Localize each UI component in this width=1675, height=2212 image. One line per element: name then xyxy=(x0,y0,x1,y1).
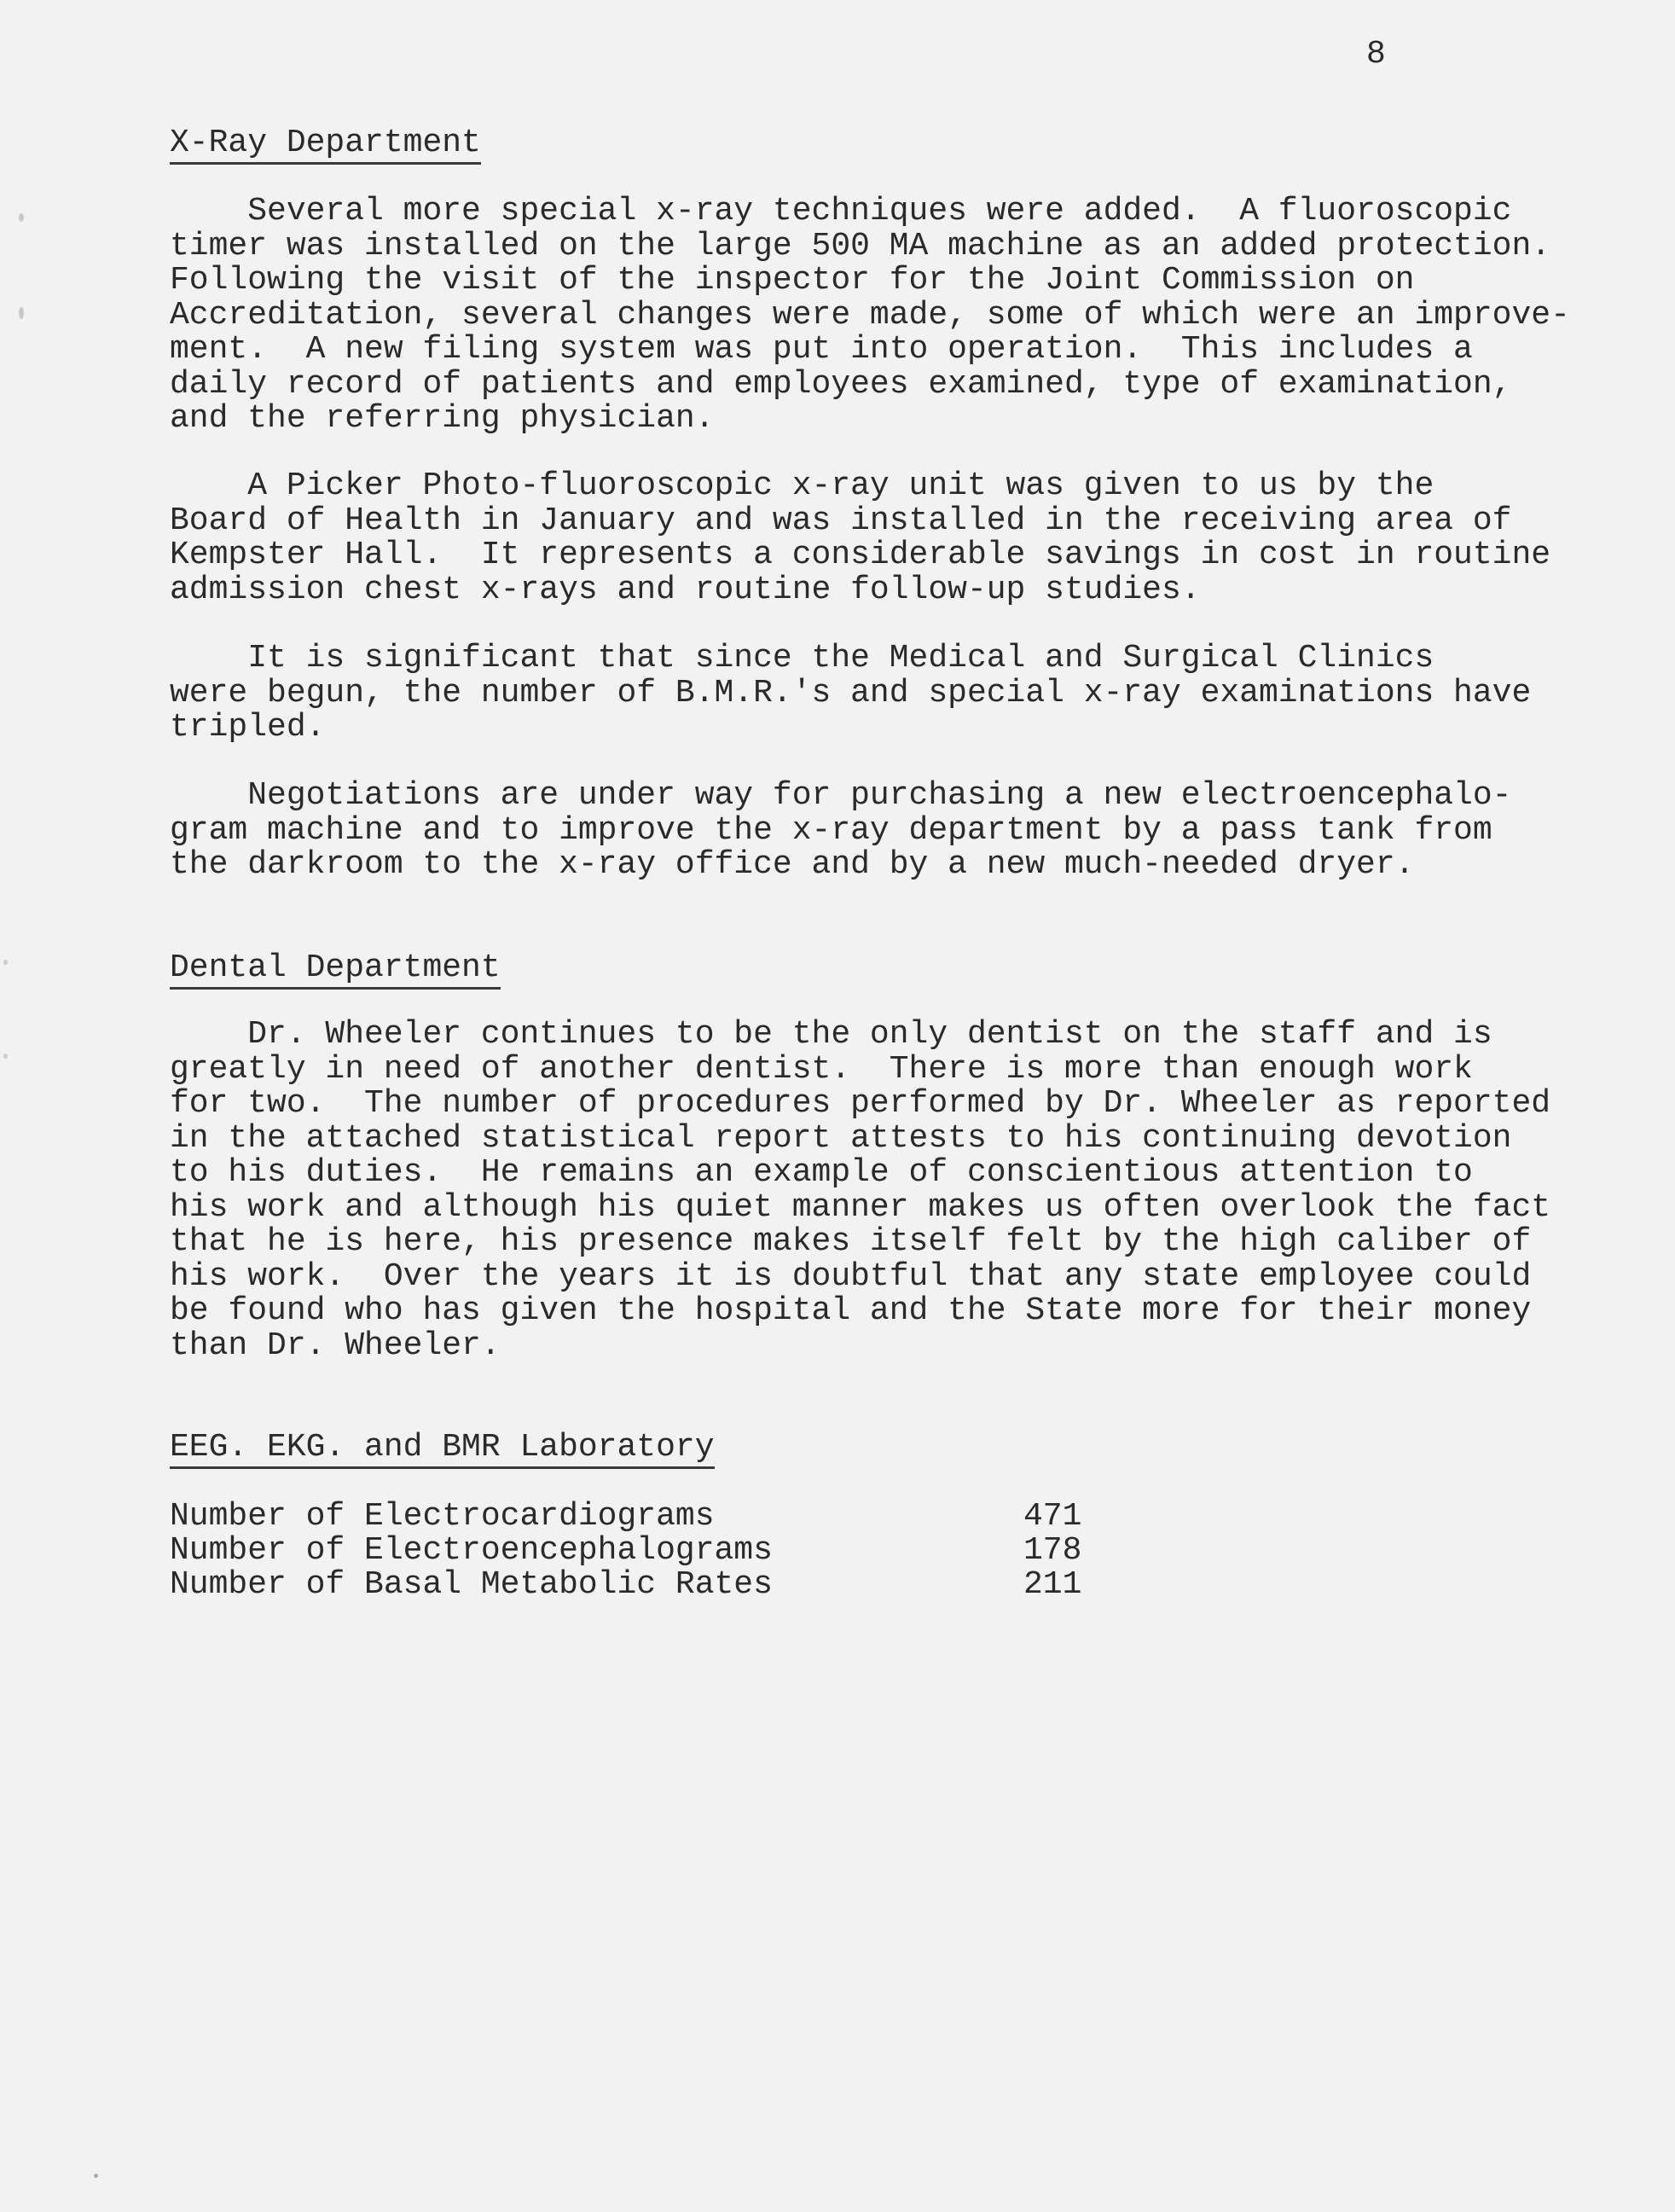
paragraph: Several more special x-ray techniques were added. A fluoroscopic timer was installed on the large 500 MA machine as an added protection. Following the visit of the inspector for the Joint Commission on Accreditation, several changes were made, some of which were an improve- ment. A new filing system was put into operation. This includes a daily record of patients and employees examined, type of examination, and the referring physician. xyxy=(170,193,1570,437)
stat-value: 178 xyxy=(1023,1532,1082,1569)
paragraph: It is significant that since the Medical and Surgical Clinics were begun, the number of B.M.R.'s and special x-ray examinations have tripled. xyxy=(170,640,1532,746)
scan-speck xyxy=(3,1054,8,1059)
section-heading-dental: Dental Department xyxy=(170,951,501,990)
scan-speck xyxy=(19,213,24,222)
stat-label: Number of Basal Metabolic Rates xyxy=(170,1566,773,1603)
paragraph: Dr. Wheeler continues to be the only dentist on the staff and is greatly in need of another dentist. There is more than enough work for two. The number of procedures performed by Dr. Wheeler as reported in the attached statistical report attests to his continuing devotion to his duties. He remains an example of conscientious attention to his work and although his quiet manner makes us often overlook the fact that he is here, his presence makes itself felt by the high caliber of his work. Over the years it is doubtful that any state employee could be found who has given the hospital and the State more for their money than Dr. Wheeler. xyxy=(170,1016,1551,1364)
stat-label: Number of Electroencephalograms xyxy=(170,1532,773,1569)
section-heading-lab: EEG. EKG. and BMR Laboratory xyxy=(170,1431,715,1469)
stat-value: 471 xyxy=(1023,1498,1082,1535)
paragraph: A Picker Photo-fluoroscopic x-ray unit was given to us by the Board of Health in January and was installed in the receiving area of Kempster Hall. It represents a considerable savings in cost in routine admission chest x-rays and routine follow-up studies. xyxy=(170,467,1551,608)
paragraph: Negotiations are under way for purchasing a new electroencephalo- gram machine and to improve the x-ray department by a pass tank from the darkroom to the x-ray office and by a new much-needed dryer. xyxy=(170,777,1512,883)
stat-value: 211 xyxy=(1023,1566,1082,1603)
scan-speck xyxy=(19,307,24,319)
section-heading-xray: X-Ray Department xyxy=(170,126,481,165)
scan-speck xyxy=(94,2174,98,2178)
page-number: 8 xyxy=(1366,36,1386,73)
scan-speck xyxy=(3,960,8,965)
stat-label: Number of Electrocardiograms xyxy=(170,1498,715,1535)
